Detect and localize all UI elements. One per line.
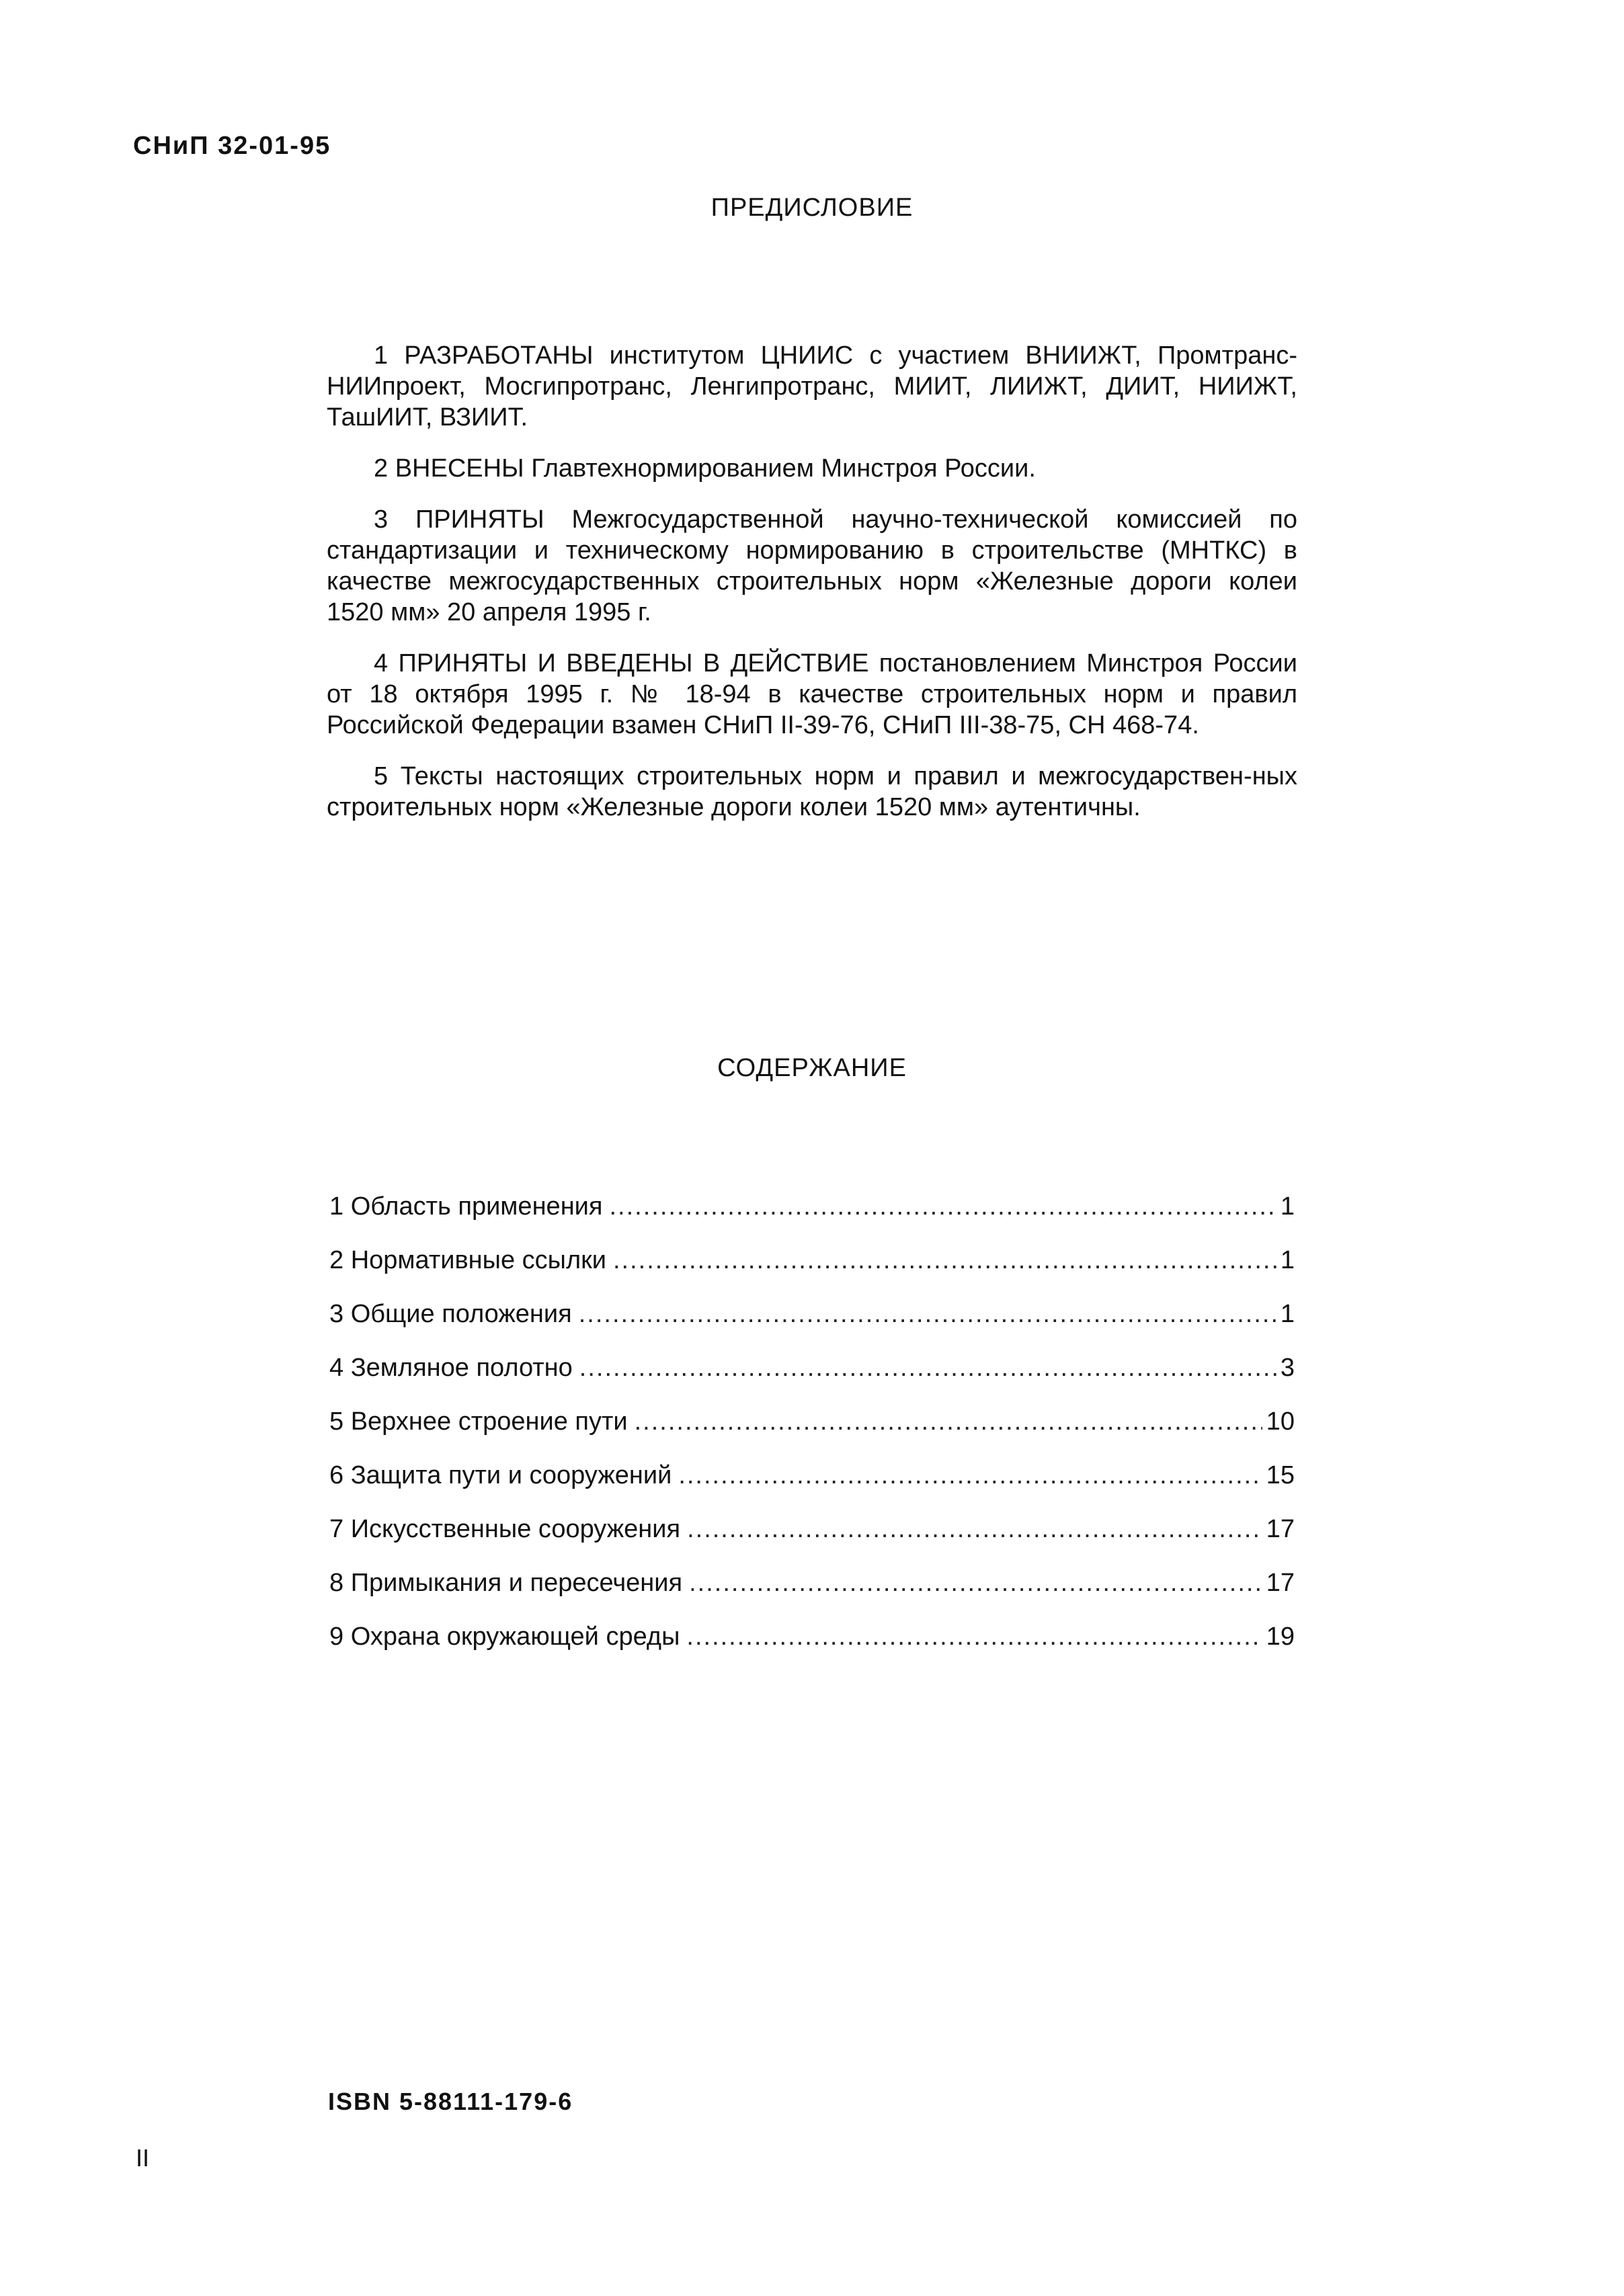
foreword-title: ПРЕДИСЛОВИЕ	[710, 194, 914, 222]
toc-item-page: 15	[1266, 1461, 1295, 1489]
toc-item-title: 8 Примыкания и пересечения	[329, 1569, 683, 1597]
contents-title: СОДЕРЖАНИЕ	[717, 1054, 907, 1082]
toc-item-page: 1	[1280, 1192, 1295, 1221]
toc-dot-leader	[689, 1567, 1262, 1598]
toc-dot-leader	[579, 1352, 1276, 1383]
foreword-paragraph: 2 ВНЕСЕНЫ Главтехнормированием Минстроя России.	[374, 454, 1036, 483]
foreword-paragraph: 4 ПРИНЯТЫ И ВВЕДЕНЫ В ДЕЙСТВИЕ постановлением Минстроя России от 18 октября 1995 г. № 18-94 в качестве строительных норм и правил Российской Федерации взамен СНиП II-39-76, СНиП III-38-75, СН 468-74.	[327, 649, 1297, 739]
toc-item-title: 1 Область применения	[329, 1192, 603, 1221]
toc-item-page: 19	[1266, 1623, 1295, 1651]
toc-item-title: 7 Искусственные сооружения	[329, 1515, 681, 1543]
toc-item[interactable]	[329, 1299, 1295, 1352]
toc-dot-leader	[635, 1406, 1262, 1437]
toc-dot-leader	[579, 1299, 1276, 1329]
toc-dot-leader	[686, 1621, 1262, 1652]
toc-item[interactable]	[329, 1460, 1295, 1514]
foreword-body	[327, 340, 1297, 843]
toc-dot-leader	[678, 1460, 1262, 1491]
toc-dot-leader	[613, 1245, 1276, 1276]
toc-item[interactable]	[329, 1621, 1295, 1675]
toc-item[interactable]	[329, 1245, 1295, 1299]
toc-item-page: 17	[1266, 1515, 1295, 1543]
toc-item[interactable]	[329, 1567, 1295, 1621]
toc-item-page: 1	[1280, 1300, 1295, 1328]
toc-item-page: 3	[1280, 1354, 1295, 1382]
toc-item-title: 6 Защита пути и сооружений	[329, 1461, 672, 1489]
toc-item[interactable]	[329, 1191, 1295, 1245]
toc-item-page: 17	[1266, 1569, 1295, 1597]
toc-item[interactable]	[329, 1352, 1295, 1406]
toc-item-title: 3 Общие положения	[329, 1300, 572, 1328]
foreword-paragraph: 5 Тексты настоящих строительных норм и правил и межгосударствен-ных строительных норм «Железные дороги колеи 1520 мм» аутентичны.	[327, 762, 1297, 821]
toc-item-title: 2 Нормативные ссылки	[329, 1246, 606, 1274]
table-of-contents	[329, 1191, 1295, 1675]
foreword-paragraph: 1 РАЗРАБОТАНЫ институтом ЦНИИС с участием ВНИИЖТ, Промтранс-НИИпроект, Мосгипротранс, Ленгипротранс, МИИТ, ЛИИЖТ, ДИИТ, НИИЖТ, ТашИИТ, ВЗИИТ.	[327, 341, 1297, 432]
toc-dot-leader	[609, 1191, 1276, 1222]
foreword-paragraph: 3 ПРИНЯТЫ Межгосударственной научно-технической комиссией по стандартизации и техническому нормированию в строительстве (МНТКС) в качестве межгосударственных строительных норм «Железные дороги колеи 1520 мм» 20 апреля 1995 г.	[327, 505, 1297, 626]
toc-item[interactable]	[329, 1514, 1295, 1567]
isbn-number: ISBN 5-88111-179-6	[328, 2088, 573, 2115]
toc-item-title: 5 Верхнее строение пути	[329, 1407, 628, 1436]
toc-item-title: 4 Земляное полотно	[329, 1354, 573, 1382]
toc-dot-leader	[687, 1514, 1262, 1545]
toc-item-page: 10	[1266, 1407, 1295, 1436]
page-number: II	[136, 2144, 150, 2172]
toc-item[interactable]	[329, 1406, 1295, 1460]
toc-item-page: 1	[1280, 1246, 1295, 1274]
toc-item-title: 9 Охрана окружающей среды	[329, 1623, 680, 1651]
document-code: СНиП 32-01-95	[133, 132, 331, 160]
